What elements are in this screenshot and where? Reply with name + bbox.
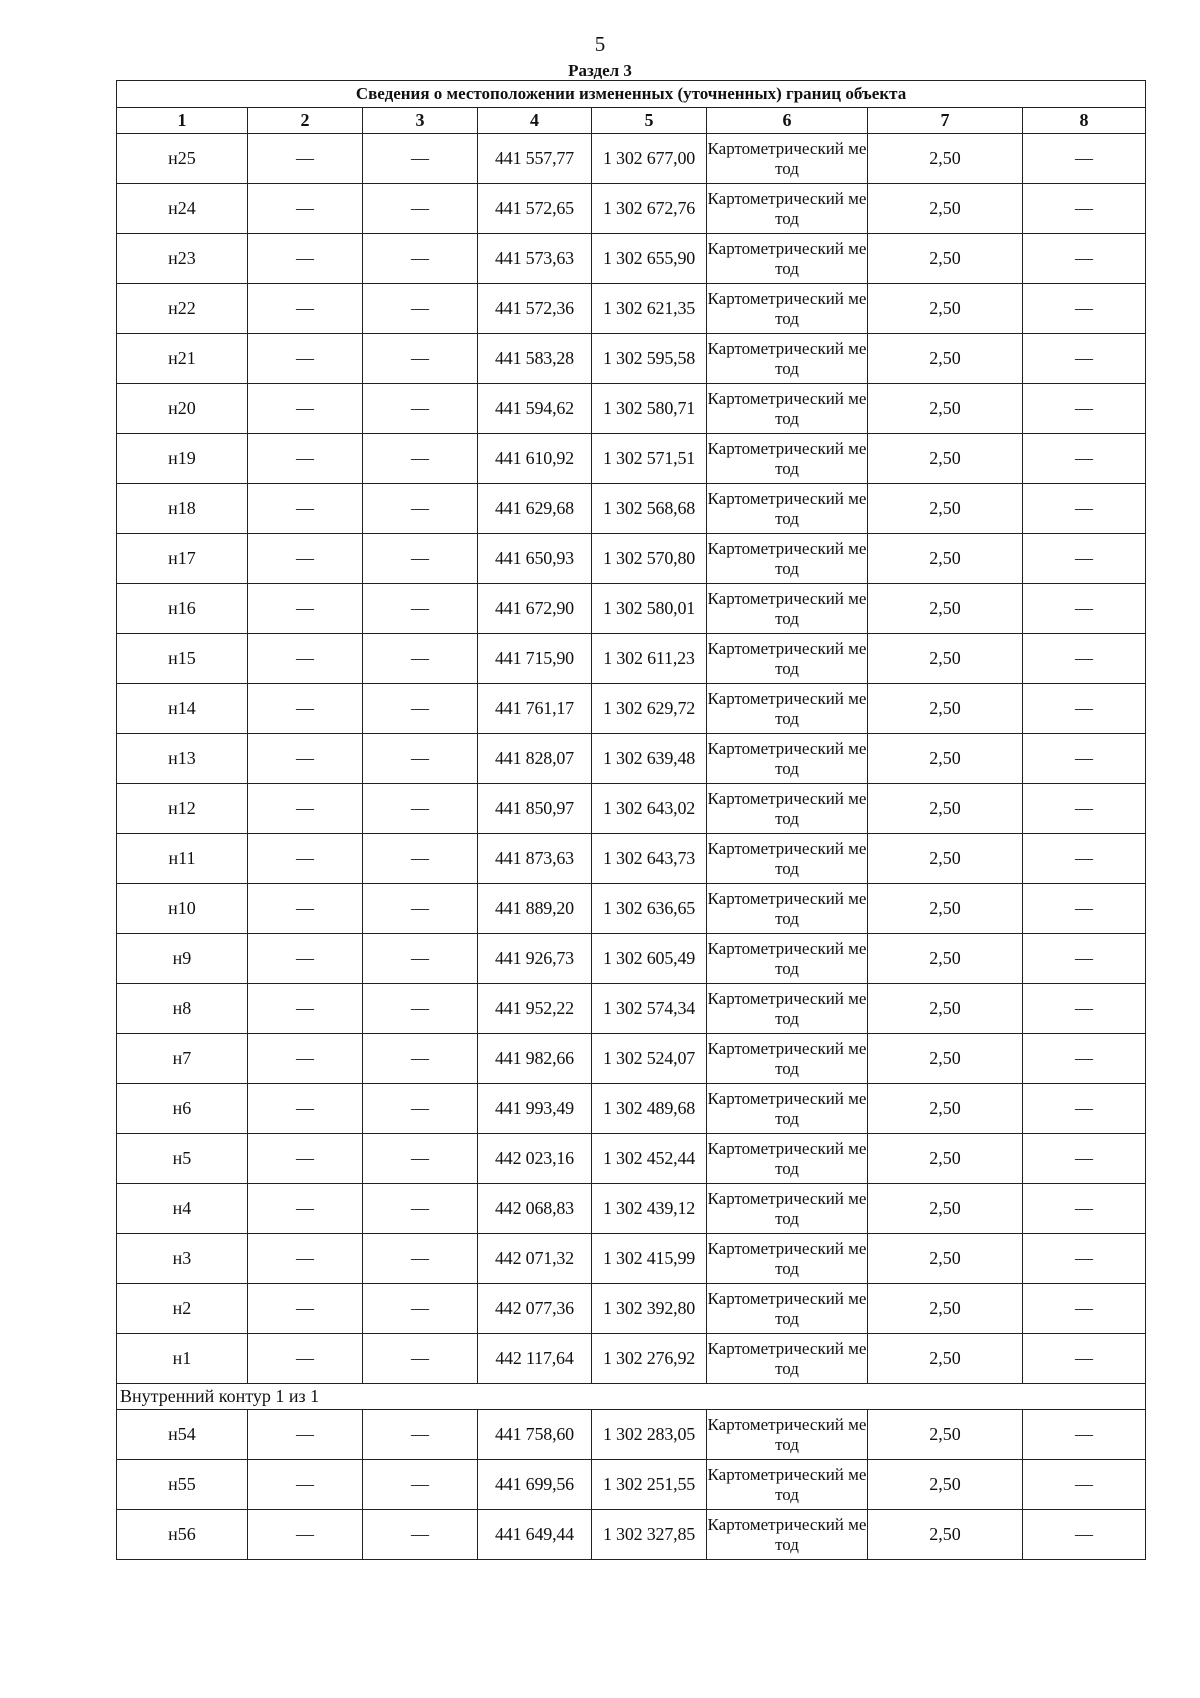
accuracy: 2,50	[868, 1184, 1023, 1234]
y-coordinate: 1 302 489,68	[592, 1084, 707, 1134]
col3-value: —	[363, 1134, 478, 1184]
accuracy: 2,50	[868, 1134, 1023, 1184]
table-row	[117, 184, 1146, 234]
accuracy: 2,50	[868, 1460, 1023, 1510]
method: Картометрический метод	[707, 734, 868, 784]
col8-value: —	[1023, 1084, 1146, 1134]
table-row	[117, 534, 1146, 584]
point-name: н56	[117, 1510, 248, 1560]
table-row	[117, 1134, 1146, 1184]
accuracy: 2,50	[868, 434, 1023, 484]
table-row	[117, 334, 1146, 384]
col8-value: —	[1023, 434, 1146, 484]
col2-value: —	[248, 834, 363, 884]
table-row	[117, 784, 1146, 834]
y-coordinate: 1 302 283,05	[592, 1410, 707, 1460]
accuracy: 2,50	[868, 984, 1023, 1034]
point-name: н55	[117, 1460, 248, 1510]
col3-value: —	[363, 684, 478, 734]
x-coordinate: 441 573,63	[478, 234, 592, 284]
col3-value: —	[363, 1084, 478, 1134]
point-name: н20	[117, 384, 248, 434]
x-coordinate: 442 023,16	[478, 1134, 592, 1184]
method: Картометрический метод	[707, 1510, 868, 1560]
table-row	[117, 684, 1146, 734]
point-name: н25	[117, 134, 248, 184]
x-coordinate: 441 557,77	[478, 134, 592, 184]
y-coordinate: 1 302 595,58	[592, 334, 707, 384]
col2-value: —	[248, 134, 363, 184]
accuracy: 2,50	[868, 134, 1023, 184]
col3-value: —	[363, 1234, 478, 1284]
method: Картометрический метод	[707, 234, 868, 284]
col2-value: —	[248, 1084, 363, 1134]
col2-value: —	[248, 784, 363, 834]
col8-value: —	[1023, 584, 1146, 634]
x-coordinate: 441 926,73	[478, 934, 592, 984]
accuracy: 2,50	[868, 484, 1023, 534]
method: Картометрический метод	[707, 134, 868, 184]
page-number: 5	[594, 32, 606, 56]
column-number-1: 1	[117, 108, 248, 134]
x-coordinate: 441 572,36	[478, 284, 592, 334]
col3-value: —	[363, 434, 478, 484]
y-coordinate: 1 302 574,34	[592, 984, 707, 1034]
col8-value: —	[1023, 1334, 1146, 1384]
inner-contour-section	[117, 1384, 1146, 1410]
table-row	[117, 234, 1146, 284]
y-coordinate: 1 302 415,99	[592, 1234, 707, 1284]
col2-value: —	[248, 234, 363, 284]
col8-value: —	[1023, 334, 1146, 384]
col3-value: —	[363, 934, 478, 984]
point-name: н8	[117, 984, 248, 1034]
x-coordinate: 441 610,92	[478, 434, 592, 484]
col8-value: —	[1023, 234, 1146, 284]
y-coordinate: 1 302 580,01	[592, 584, 707, 634]
method: Картометрический метод	[707, 634, 868, 684]
col8-value: —	[1023, 1410, 1146, 1460]
method: Картометрический метод	[707, 1334, 868, 1384]
method: Картометрический метод	[707, 184, 868, 234]
method: Картометрический метод	[707, 1084, 868, 1134]
section-title: Раздел 3	[568, 61, 632, 80]
method: Картометрический метод	[707, 384, 868, 434]
x-coordinate: 441 993,49	[478, 1084, 592, 1134]
table-caption-row	[117, 81, 1146, 108]
y-coordinate: 1 302 639,48	[592, 734, 707, 784]
col8-value: —	[1023, 884, 1146, 934]
col3-value: —	[363, 134, 478, 184]
x-coordinate: 441 982,66	[478, 1034, 592, 1084]
col3-value: —	[363, 784, 478, 834]
col8-value: —	[1023, 934, 1146, 984]
table-row	[117, 1410, 1146, 1460]
table-row	[117, 884, 1146, 934]
point-name: н18	[117, 484, 248, 534]
y-coordinate: 1 302 327,85	[592, 1510, 707, 1560]
accuracy: 2,50	[868, 534, 1023, 584]
col2-value: —	[248, 734, 363, 784]
method: Картометрический метод	[707, 1234, 868, 1284]
table-row	[117, 984, 1146, 1034]
x-coordinate: 441 629,68	[478, 484, 592, 534]
x-coordinate: 441 650,93	[478, 534, 592, 584]
y-coordinate: 1 302 251,55	[592, 1460, 707, 1510]
col2-value: —	[248, 1410, 363, 1460]
col8-value: —	[1023, 734, 1146, 784]
point-name: н12	[117, 784, 248, 834]
col3-value: —	[363, 1284, 478, 1334]
col3-value: —	[363, 1034, 478, 1084]
y-coordinate: 1 302 392,80	[592, 1284, 707, 1334]
table-row	[117, 284, 1146, 334]
col8-value: —	[1023, 284, 1146, 334]
table-row	[117, 1334, 1146, 1384]
table-row	[117, 1510, 1146, 1560]
method: Картометрический метод	[707, 1284, 868, 1334]
x-coordinate: 441 649,44	[478, 1510, 592, 1560]
column-number-5: 5	[592, 108, 707, 134]
y-coordinate: 1 302 452,44	[592, 1134, 707, 1184]
accuracy: 2,50	[868, 634, 1023, 684]
col2-value: —	[248, 1510, 363, 1560]
col8-value: —	[1023, 1510, 1146, 1560]
accuracy: 2,50	[868, 684, 1023, 734]
col2-value: —	[248, 984, 363, 1034]
x-coordinate: 441 758,60	[478, 1410, 592, 1460]
col3-value: —	[363, 584, 478, 634]
x-coordinate: 441 761,17	[478, 684, 592, 734]
col3-value: —	[363, 484, 478, 534]
inner-contour-label: Внутренний контур 1 из 1	[117, 1384, 1146, 1410]
col2-value: —	[248, 1234, 363, 1284]
accuracy: 2,50	[868, 1334, 1023, 1384]
col2-value: —	[248, 484, 363, 534]
method: Картометрический метод	[707, 784, 868, 834]
point-name: н5	[117, 1134, 248, 1184]
accuracy: 2,50	[868, 884, 1023, 934]
col8-value: —	[1023, 1034, 1146, 1084]
method: Картометрический метод	[707, 1184, 868, 1234]
y-coordinate: 1 302 611,23	[592, 634, 707, 684]
point-name: н3	[117, 1234, 248, 1284]
col3-value: —	[363, 384, 478, 434]
table-row	[117, 434, 1146, 484]
col2-value: —	[248, 934, 363, 984]
point-name: н4	[117, 1184, 248, 1234]
y-coordinate: 1 302 655,90	[592, 234, 707, 284]
point-name: н1	[117, 1334, 248, 1384]
col2-value: —	[248, 534, 363, 584]
point-name: н19	[117, 434, 248, 484]
method: Картометрический метод	[707, 1410, 868, 1460]
method: Картометрический метод	[707, 934, 868, 984]
col3-value: —	[363, 334, 478, 384]
table-row	[117, 634, 1146, 684]
y-coordinate: 1 302 643,02	[592, 784, 707, 834]
table-row	[117, 1234, 1146, 1284]
y-coordinate: 1 302 571,51	[592, 434, 707, 484]
x-coordinate: 441 699,56	[478, 1460, 592, 1510]
y-coordinate: 1 302 621,35	[592, 284, 707, 334]
x-coordinate: 441 715,90	[478, 634, 592, 684]
x-coordinate: 442 071,32	[478, 1234, 592, 1284]
y-coordinate: 1 302 439,12	[592, 1184, 707, 1234]
y-coordinate: 1 302 580,71	[592, 384, 707, 434]
col2-value: —	[248, 1334, 363, 1384]
accuracy: 2,50	[868, 184, 1023, 234]
y-coordinate: 1 302 570,80	[592, 534, 707, 584]
point-name: н2	[117, 1284, 248, 1334]
table-row	[117, 1034, 1146, 1084]
accuracy: 2,50	[868, 934, 1023, 984]
table-row	[117, 134, 1146, 184]
col3-value: —	[363, 1334, 478, 1384]
col2-value: —	[248, 1284, 363, 1334]
column-number-2: 2	[248, 108, 363, 134]
col3-value: —	[363, 234, 478, 284]
column-number-4: 4	[478, 108, 592, 134]
accuracy: 2,50	[868, 1234, 1023, 1284]
y-coordinate: 1 302 636,65	[592, 884, 707, 934]
outer-contour-rows	[117, 134, 1146, 1384]
point-name: н54	[117, 1410, 248, 1460]
accuracy: 2,50	[868, 1510, 1023, 1560]
x-coordinate: 441 672,90	[478, 584, 592, 634]
col3-value: —	[363, 834, 478, 884]
column-number-row	[117, 108, 1146, 134]
col8-value: —	[1023, 634, 1146, 684]
col2-value: —	[248, 1184, 363, 1234]
col3-value: —	[363, 1460, 478, 1510]
method: Картометрический метод	[707, 284, 868, 334]
point-name: н11	[117, 834, 248, 884]
x-coordinate: 442 068,83	[478, 1184, 592, 1234]
col2-value: —	[248, 1034, 363, 1084]
col8-value: —	[1023, 484, 1146, 534]
col3-value: —	[363, 1510, 478, 1560]
method: Картометрический метод	[707, 484, 868, 534]
table-row	[117, 1460, 1146, 1510]
col2-value: —	[248, 1134, 363, 1184]
point-name: н7	[117, 1034, 248, 1084]
col8-value: —	[1023, 1284, 1146, 1334]
column-number-7: 7	[868, 108, 1023, 134]
point-name: н13	[117, 734, 248, 784]
col2-value: —	[248, 184, 363, 234]
x-coordinate: 441 594,62	[478, 384, 592, 434]
col8-value: —	[1023, 984, 1146, 1034]
table-row	[117, 584, 1146, 634]
method: Картометрический метод	[707, 1134, 868, 1184]
table-row	[117, 1284, 1146, 1334]
x-coordinate: 442 077,36	[478, 1284, 592, 1334]
accuracy: 2,50	[868, 734, 1023, 784]
accuracy: 2,50	[868, 584, 1023, 634]
col2-value: —	[248, 634, 363, 684]
col8-value: —	[1023, 384, 1146, 434]
x-coordinate: 441 873,63	[478, 834, 592, 884]
x-coordinate: 441 952,22	[478, 984, 592, 1034]
point-name: н14	[117, 684, 248, 734]
col3-value: —	[363, 734, 478, 784]
table-row	[117, 484, 1146, 534]
table-row	[117, 734, 1146, 784]
col8-value: —	[1023, 684, 1146, 734]
col8-value: —	[1023, 1460, 1146, 1510]
y-coordinate: 1 302 524,07	[592, 1034, 707, 1084]
y-coordinate: 1 302 568,68	[592, 484, 707, 534]
x-coordinate: 441 572,65	[478, 184, 592, 234]
method: Картометрический метод	[707, 334, 868, 384]
table-row	[117, 1184, 1146, 1234]
col8-value: —	[1023, 1184, 1146, 1234]
point-name: н9	[117, 934, 248, 984]
point-name: н16	[117, 584, 248, 634]
col3-value: —	[363, 534, 478, 584]
y-coordinate: 1 302 605,49	[592, 934, 707, 984]
accuracy: 2,50	[868, 834, 1023, 884]
y-coordinate: 1 302 672,76	[592, 184, 707, 234]
accuracy: 2,50	[868, 1284, 1023, 1334]
col8-value: —	[1023, 1134, 1146, 1184]
point-name: н15	[117, 634, 248, 684]
point-name: н24	[117, 184, 248, 234]
col3-value: —	[363, 1184, 478, 1234]
col3-value: —	[363, 284, 478, 334]
accuracy: 2,50	[868, 784, 1023, 834]
method: Картометрический метод	[707, 584, 868, 634]
point-name: н23	[117, 234, 248, 284]
x-coordinate: 441 850,97	[478, 784, 592, 834]
point-name: н6	[117, 1084, 248, 1134]
accuracy: 2,50	[868, 284, 1023, 334]
col8-value: —	[1023, 1234, 1146, 1284]
point-name: н10	[117, 884, 248, 934]
table-row	[117, 1084, 1146, 1134]
y-coordinate: 1 302 643,73	[592, 834, 707, 884]
point-name: н22	[117, 284, 248, 334]
col8-value: —	[1023, 534, 1146, 584]
x-coordinate: 441 583,28	[478, 334, 592, 384]
table-row	[117, 934, 1146, 984]
table-caption: Сведения о местоположении измененных (уточненных) границ объекта	[117, 81, 1146, 108]
col2-value: —	[248, 1460, 363, 1510]
col8-value: —	[1023, 184, 1146, 234]
col8-value: —	[1023, 134, 1146, 184]
col2-value: —	[248, 434, 363, 484]
accuracy: 2,50	[868, 1034, 1023, 1084]
accuracy: 2,50	[868, 1084, 1023, 1134]
col3-value: —	[363, 984, 478, 1034]
y-coordinate: 1 302 629,72	[592, 684, 707, 734]
method: Картометрический метод	[707, 534, 868, 584]
col3-value: —	[363, 184, 478, 234]
inner-contour-label-row	[117, 1384, 1146, 1410]
table-row	[117, 834, 1146, 884]
col8-value: —	[1023, 784, 1146, 834]
method: Картометрический метод	[707, 684, 868, 734]
y-coordinate: 1 302 677,00	[592, 134, 707, 184]
column-number-3: 3	[363, 108, 478, 134]
column-number-8: 8	[1023, 108, 1146, 134]
col2-value: —	[248, 684, 363, 734]
point-name: н21	[117, 334, 248, 384]
method: Картометрический метод	[707, 1460, 868, 1510]
col2-value: —	[248, 884, 363, 934]
col3-value: —	[363, 634, 478, 684]
col2-value: —	[248, 384, 363, 434]
method: Картометрический метод	[707, 984, 868, 1034]
y-coordinate: 1 302 276,92	[592, 1334, 707, 1384]
col3-value: —	[363, 884, 478, 934]
inner-contour-rows	[117, 1410, 1146, 1560]
column-number-6: 6	[707, 108, 868, 134]
x-coordinate: 441 828,07	[478, 734, 592, 784]
method: Картометрический метод	[707, 834, 868, 884]
table-row	[117, 384, 1146, 434]
col2-value: —	[248, 334, 363, 384]
col2-value: —	[248, 584, 363, 634]
method: Картометрический метод	[707, 434, 868, 484]
col2-value: —	[248, 284, 363, 334]
accuracy: 2,50	[868, 234, 1023, 284]
point-name: н17	[117, 534, 248, 584]
boundary-coordinates-table	[116, 80, 1146, 1560]
col3-value: —	[363, 1410, 478, 1460]
accuracy: 2,50	[868, 384, 1023, 434]
accuracy: 2,50	[868, 1410, 1023, 1460]
x-coordinate: 441 889,20	[478, 884, 592, 934]
method: Картометрический метод	[707, 884, 868, 934]
x-coordinate: 442 117,64	[478, 1334, 592, 1384]
method: Картометрический метод	[707, 1034, 868, 1084]
accuracy: 2,50	[868, 334, 1023, 384]
col8-value: —	[1023, 834, 1146, 884]
